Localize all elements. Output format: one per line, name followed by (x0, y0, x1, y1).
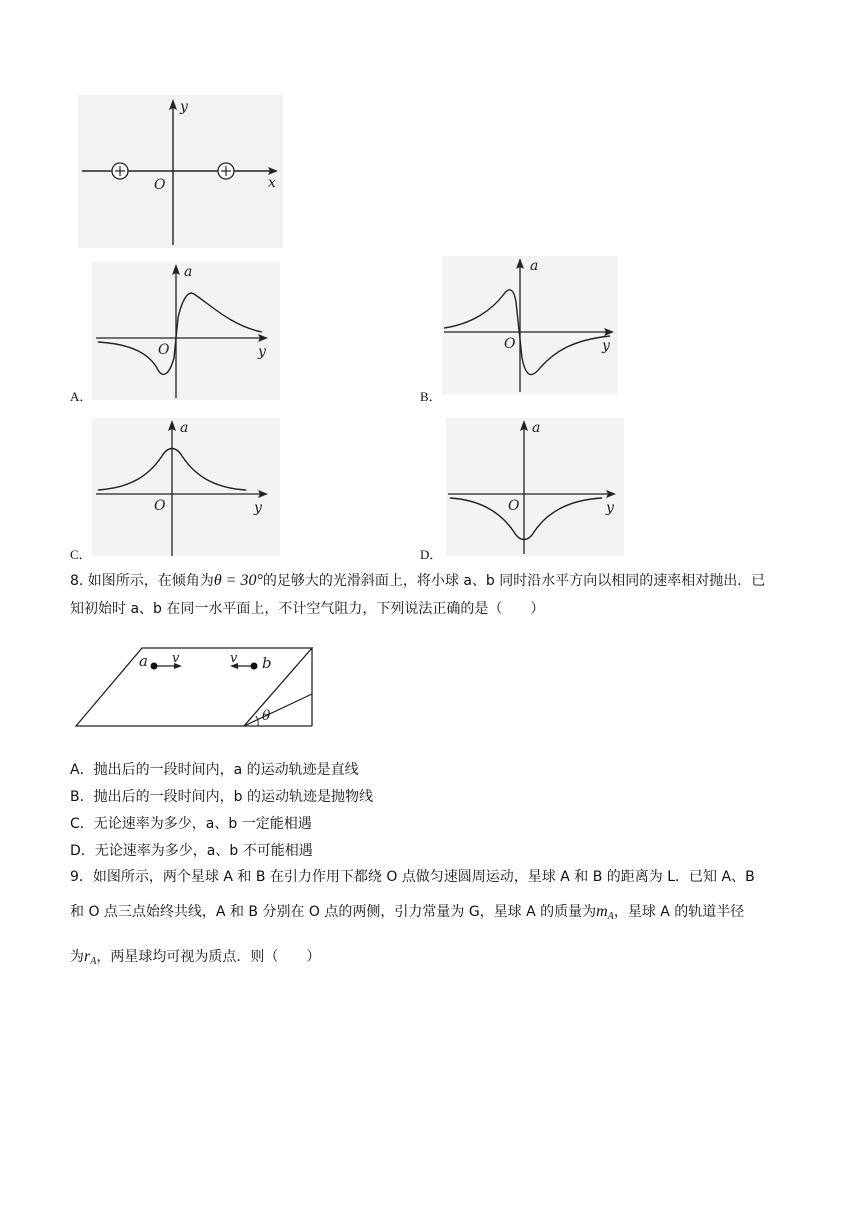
graph-c (92, 418, 282, 558)
svg-text:O: O (508, 498, 520, 514)
option-a-label[interactable]: A． (70, 389, 93, 404)
q8-line1: 8. 如图所示，在倾角为θ = 30°的足够大的光滑斜面上，将小球 a、b 同时沿水平方向以相同的速率相对抛出．已 (70, 572, 766, 589)
graph-a (92, 262, 282, 402)
svg-text:a: a (532, 420, 541, 436)
ball-a (139, 651, 182, 670)
q9-line3: 为$r_A$，两星球均可视为质点．则（ ） (70, 948, 321, 967)
theta-label: θ (262, 708, 271, 724)
svg-text:O: O (158, 342, 170, 358)
svg-text:a: a (530, 258, 539, 274)
option-c-label[interactable]: C． (70, 547, 92, 562)
x-axis-label: x (268, 175, 276, 191)
graph-b (442, 256, 622, 396)
theta-equation: θ = 30° (213, 572, 263, 589)
q9-line1: 9．如图所示，两个星球 A 和 B 在引力作用下都绕 O 点做匀速圆周运动，星球 A 和 B 的距离为 L．已知 A、B (70, 869, 755, 885)
right-positive-charge (218, 163, 234, 179)
q9-line2: 和 O 点三点始终共线，A 和 B 分别在 O 点的两侧，引力常量为 G，星球 A 的质量为$m_A$，星球 A 的轨道半径 (70, 903, 745, 922)
mass-symbol: m (596, 903, 608, 920)
svg-text:a: a (184, 264, 193, 280)
q8-option-d[interactable]: D．无论速率为多少，a、b 不可能相遇 (70, 843, 313, 859)
ball-b (230, 651, 272, 672)
svg-text:a: a (139, 652, 148, 670)
graph-d (446, 418, 626, 558)
svg-text:v: v (172, 651, 180, 666)
svg-text:y: y (606, 500, 614, 516)
svg-text:y: y (258, 344, 266, 360)
svg-text:a: a (180, 420, 189, 436)
svg-text:y: y (254, 500, 262, 516)
option-d-label[interactable]: D． (420, 547, 443, 562)
incline-figure (72, 644, 322, 734)
svg-text:O: O (154, 498, 166, 514)
left-positive-charge (112, 163, 128, 179)
q8-line2: 知初始时 a、b 在同一水平面上，不计空气阻力，下列说法正确的是（ ） (70, 601, 545, 617)
q8-option-a[interactable]: A．抛出后的一段时间内，a 的运动轨迹是直线 (70, 762, 359, 778)
radius-symbol: r (84, 948, 91, 965)
origin-label: O (154, 177, 166, 193)
svg-text:b: b (262, 654, 272, 672)
svg-text:O: O (504, 336, 516, 352)
svg-text:y: y (602, 338, 610, 354)
q8-option-b[interactable]: B．抛出后的一段时间内，b 的运动轨迹是抛物线 (70, 789, 373, 805)
charges-figure (78, 95, 288, 250)
q8-option-c[interactable]: C．无论速率为多少，a、b 一定能相遇 (70, 816, 312, 832)
y-axis-label: y (180, 99, 188, 115)
svg-text:v: v (230, 651, 238, 666)
option-b-label[interactable]: B． (420, 389, 442, 404)
